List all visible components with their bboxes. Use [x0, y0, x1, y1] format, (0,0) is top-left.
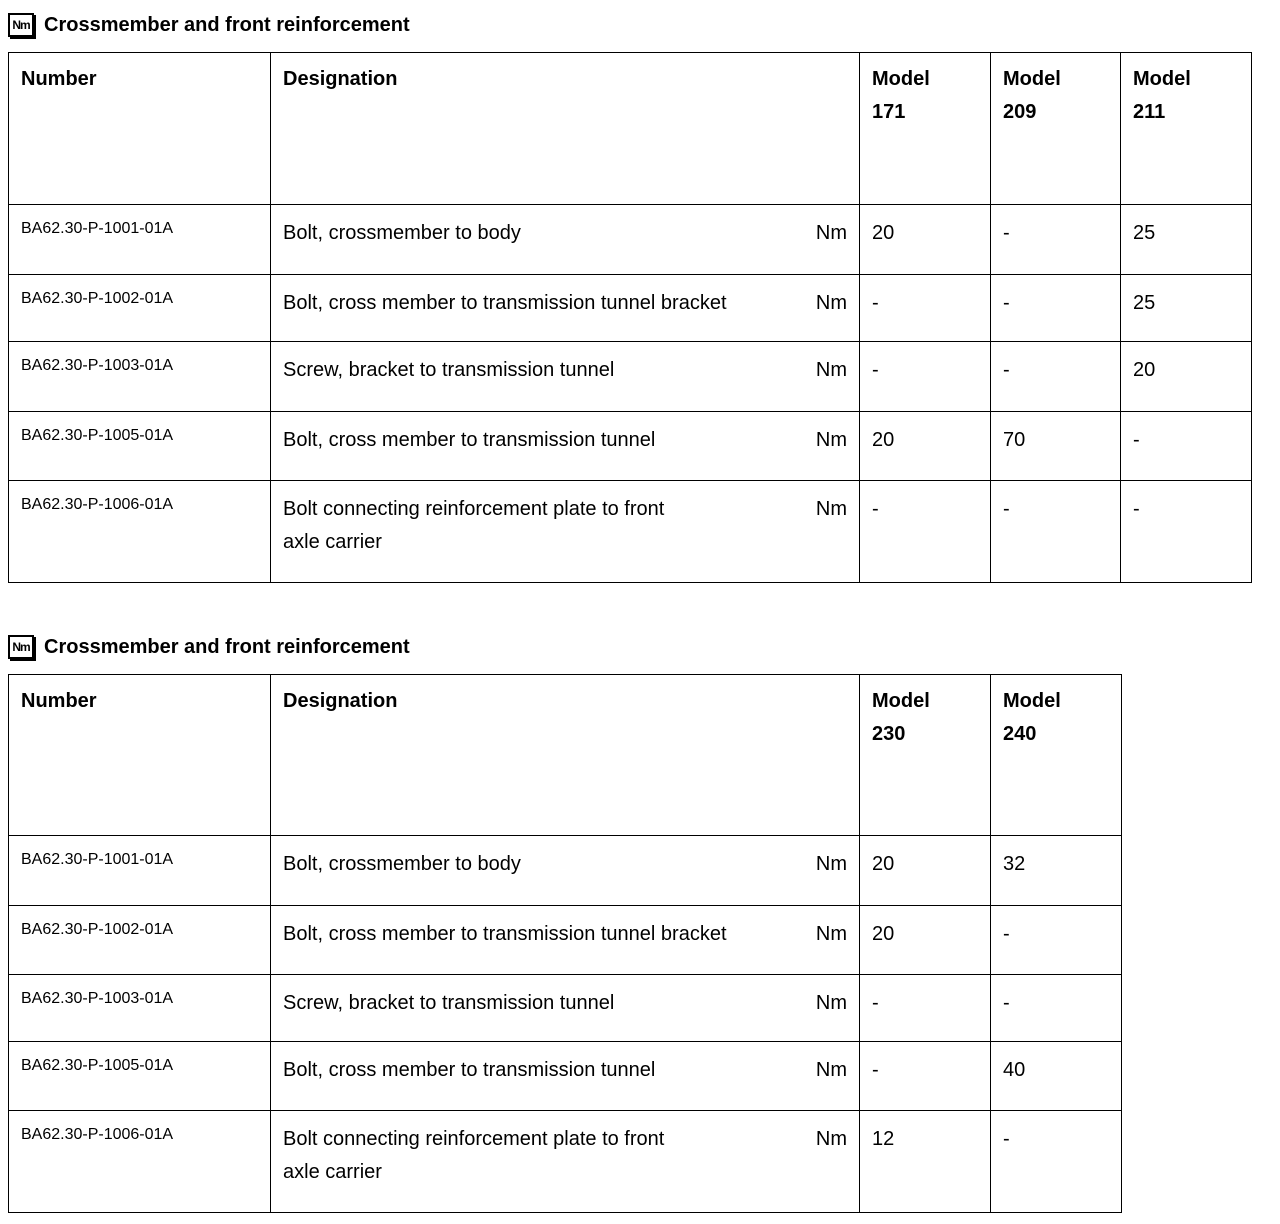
- designation-text: Bolt, crossmember to body: [283, 222, 521, 244]
- cell-number: BA62.30-P-1002-01A: [9, 275, 271, 342]
- header-model: [860, 53, 991, 205]
- cell-value: -: [1121, 481, 1252, 583]
- cell-number: BA62.30-P-1006-01A: [9, 481, 271, 583]
- designation-text: Screw, bracket to transmission tunnel: [283, 359, 615, 381]
- header-number: Number: [9, 53, 271, 205]
- cell-number: BA62.30-P-1003-01A: [9, 342, 271, 412]
- cell-value: 20: [860, 205, 991, 275]
- unit-label: Nm: [815, 923, 847, 945]
- cell-value: -: [860, 975, 991, 1042]
- table-header-row: [9, 53, 1252, 205]
- model-label: Model: [1003, 690, 1061, 712]
- section-heading: [8, 630, 1122, 664]
- header-model: [991, 675, 1122, 836]
- model-number: 171: [872, 101, 906, 123]
- cell-designation: [271, 205, 860, 275]
- model-number: 211: [1133, 101, 1166, 123]
- unit-label: Nm: [815, 1128, 847, 1150]
- cell-value: -: [991, 275, 1121, 342]
- model-number: 240: [1003, 723, 1037, 745]
- cell-number: BA62.30-P-1005-01A: [9, 1042, 271, 1111]
- section-title: Crossmember and front reinforcement: [44, 13, 410, 36]
- cell-value: -: [991, 1111, 1122, 1213]
- table-row: [9, 1111, 1122, 1213]
- table-header-row: [9, 675, 1122, 836]
- unit-label: Nm: [815, 292, 847, 314]
- section-heading: [8, 8, 1252, 42]
- table-row: [9, 1042, 1122, 1111]
- table-row: [9, 975, 1122, 1042]
- cell-value: -: [860, 481, 991, 583]
- cell-value: 70: [991, 412, 1121, 481]
- cell-designation: [271, 275, 860, 342]
- header-designation: Designation: [271, 675, 860, 836]
- header-model: [991, 53, 1121, 205]
- cell-designation: [271, 481, 860, 583]
- cell-value: 25: [1121, 275, 1252, 342]
- model-label: Model: [1133, 68, 1191, 90]
- torque-nm-icon: Nm: [8, 13, 34, 37]
- cell-value: -: [1121, 412, 1252, 481]
- designation-text: Bolt, crossmember to body: [283, 853, 521, 875]
- cell-value: -: [991, 205, 1121, 275]
- table-row: [9, 342, 1252, 412]
- cell-number: BA62.30-P-1001-01A: [9, 205, 271, 275]
- unit-label: Nm: [815, 853, 847, 875]
- unit-label: Nm: [815, 992, 847, 1014]
- cell-designation: [271, 1111, 860, 1213]
- header-model: [1121, 53, 1252, 205]
- table-row: [9, 412, 1252, 481]
- torque-section-2: [8, 630, 1122, 1213]
- unit-label: Nm: [815, 1059, 847, 1081]
- cell-value: -: [991, 906, 1122, 975]
- cell-value: 25: [1121, 205, 1252, 275]
- designation-text: Bolt connecting reinforcement plate to front axle carrier: [283, 498, 665, 553]
- cell-value: -: [991, 975, 1122, 1042]
- table-row: [9, 205, 1252, 275]
- cell-number: BA62.30-P-1005-01A: [9, 412, 271, 481]
- header-model: [860, 675, 991, 836]
- cell-number: BA62.30-P-1001-01A: [9, 836, 271, 906]
- cell-number: BA62.30-P-1006-01A: [9, 1111, 271, 1213]
- cell-value: -: [860, 342, 991, 412]
- cell-designation: [271, 836, 860, 906]
- unit-label: Nm: [815, 498, 847, 520]
- cell-value: 40: [991, 1042, 1122, 1111]
- cell-designation: [271, 412, 860, 481]
- table-row: [9, 906, 1122, 975]
- unit-label: Nm: [815, 429, 847, 451]
- cell-designation: [271, 1042, 860, 1111]
- model-label: Model: [872, 68, 930, 90]
- table-row: [9, 481, 1252, 583]
- cell-value: 32: [991, 836, 1122, 906]
- cell-value: 20: [860, 412, 991, 481]
- header-number: Number: [9, 675, 271, 836]
- torque-table: [8, 674, 1122, 1213]
- unit-label: Nm: [815, 359, 847, 381]
- cell-designation: [271, 906, 860, 975]
- cell-value: 20: [1121, 342, 1252, 412]
- torque-nm-icon: Nm: [8, 635, 34, 659]
- model-number: 209: [1003, 101, 1037, 123]
- cell-number: BA62.30-P-1003-01A: [9, 975, 271, 1042]
- torque-table: [8, 52, 1252, 583]
- cell-number: BA62.30-P-1002-01A: [9, 906, 271, 975]
- cell-value: -: [991, 342, 1121, 412]
- designation-text: Bolt, cross member to transmission tunnel bracket: [283, 292, 727, 314]
- designation-text: Bolt, cross member to transmission tunnel: [283, 429, 656, 451]
- designation-text: Bolt, cross member to transmission tunnel bracket: [283, 923, 727, 945]
- model-label: Model: [872, 690, 930, 712]
- cell-designation: [271, 342, 860, 412]
- cell-value: 20: [860, 836, 991, 906]
- torque-section-1: [8, 8, 1252, 583]
- section-title: Crossmember and front reinforcement: [44, 635, 410, 658]
- model-label: Model: [1003, 68, 1061, 90]
- cell-designation: [271, 975, 860, 1042]
- cell-value: -: [860, 275, 991, 342]
- designation-text: Bolt connecting reinforcement plate to front axle carrier: [283, 1128, 665, 1183]
- cell-value: -: [991, 481, 1121, 583]
- designation-text: Bolt, cross member to transmission tunnel: [283, 1059, 656, 1081]
- cell-value: -: [860, 1042, 991, 1111]
- model-number: 230: [872, 723, 906, 745]
- table-row: [9, 275, 1252, 342]
- cell-value: 20: [860, 906, 991, 975]
- unit-label: Nm: [815, 222, 847, 244]
- table-row: [9, 836, 1122, 906]
- cell-value: 12: [860, 1111, 991, 1213]
- header-designation: Designation: [271, 53, 860, 205]
- designation-text: Screw, bracket to transmission tunnel: [283, 992, 615, 1014]
